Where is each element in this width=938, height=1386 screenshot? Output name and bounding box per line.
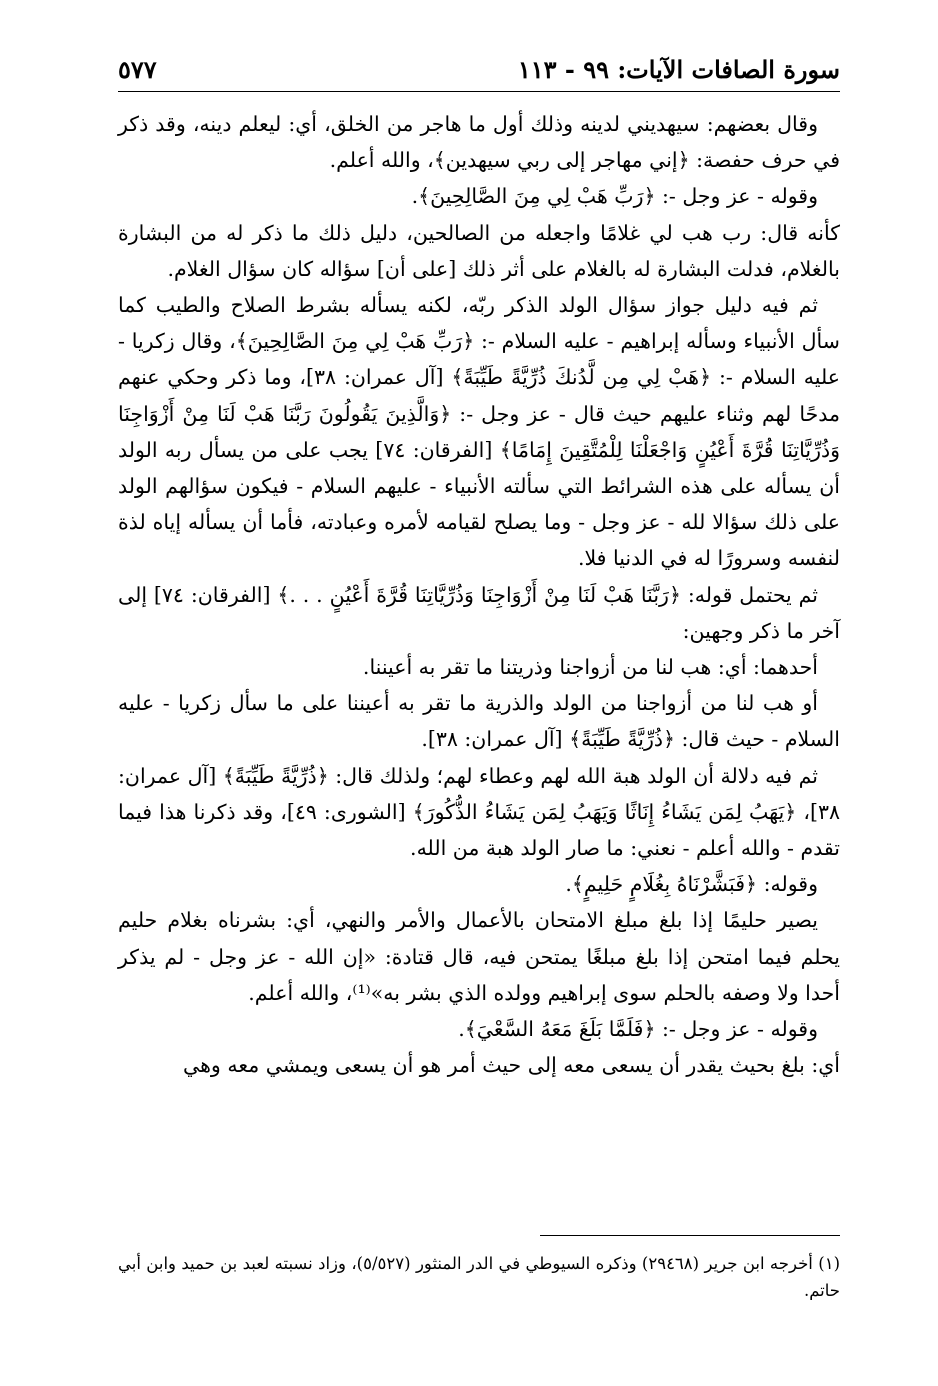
paragraph: وقوله - عز وجل -: ﴿رَبِّ هَبْ لِي مِنَ الصَّالِحِينَ﴾. <box>411 184 818 209</box>
paragraph: وقوله: ﴿فَبَشَّرْنَاهُ بِغُلَامٍ حَلِيمٍ﴾. <box>565 872 818 897</box>
paragraph: أحدهما: أي: هب لنا من أزواجنا وذريتنا ما تقر به أعيننا. <box>362 655 818 680</box>
paragraph: يصير حليمًا إذا بلغ مبلغ الامتحان بالأعمال والأمر والنهي، أي: بشرناه بغلام حليم يحلم فيما امتحن إذا بلغ مبلغًا يمتحن فيه، قال قتادة: «إن الله - عز وجل - لم يذكر أحدا ولا وصفه بالحلم سوى إبراهيم وولده الذي بشر به»⁽¹⁾، والله أعلم. <box>118 908 840 1005</box>
paragraph: وقال بعضهم: سيهديني لدينه وذلك أول ما هاجر من الخلق، أي: ليعلم دينه، وقد ذكر في حرف حفصة: ﴿إني مهاجر إلى ربي سيهدين﴾، والله أعلم. <box>118 112 840 173</box>
paragraph: ثم فيه دليل جواز سؤال الولد الذكر ربّه، لكنه يسأله بشرط الصلاح والطيب كما سأل الأنبياء وسأله إبراهيم - عليه السلام -: ﴿رَبِّ هَبْ لِي مِنَ الصَّالِحِينَ﴾، وقال زكريا - عليه السلام -: ﴿هَبْ لِي مِن لَّدُنكَ ذُرِّيَّةً طَيِّبَةً﴾ [آل عمران: ٣٨]، وما ذكر وحكي عنهم مدحًا لهم وثناء عليهم حيث قال - عز وجل -: ﴿وَالَّذِينَ يَقُولُونَ رَبَّنَا هَبْ لَنَا مِنْ أَزْوَاجِنَا وَذُرِّيَّاتِنَا قُرَّةَ أَعْيُنٍ وَاجْعَلْنَا لِلْمُتَّقِينَ إِمَامًا﴾ [الفرقان: ٧٤] يجب على من يسأل ربه الولد أن يسأله على هذه الشرائط التي سألته الأنبياء - عليهم السلام - فيكون سؤالهم الولد على ذلك سؤالا لله - عز وجل - وما يصلح لقيامه لأمره وعبادته، فأما أن يسأله إياه لذة لنفسه وسرورًا له في الدنيا فلا. <box>118 293 840 571</box>
book-page <box>118 52 840 1352</box>
footnote: (١) أخرجه ابن جرير (٢٩٤٦٨) وذكره السيوطي في الدر المنثور (٥/٥٢٧)، وزاد نسبته لعبد بن حميد وابن أبي حاتم. <box>118 1254 840 1300</box>
page-number: ٥٧٧ <box>118 55 157 84</box>
main-text <box>118 106 840 1083</box>
footnote-divider <box>540 1235 840 1236</box>
page-header <box>118 52 840 92</box>
paragraph: كأنه قال: رب هب لي غلامًا واجعله من الصالحين، دليل ذلك ما ذكر له من البشارة بالغلام، فدلت البشارة له بالغلام على أثر ذلك [على أن] سؤاله كان سؤال الغلام. <box>118 220 840 281</box>
paragraph: أو هب لنا من أزواجنا من الولد والذرية ما تقر به أعيننا على ما سأل زكريا - عليه السلام - حيث قال: ﴿ذُرِّيَّةً طَيِّبَةً﴾ [آل عمران: ٣٨]. <box>118 691 840 752</box>
paragraph: أي: بلغ بحيث يقدر أن يسعى معه إلى حيث أمر هو أن يسعى ويمشي معه وهي <box>183 1053 840 1078</box>
running-title: سورة الصافات الآيات: ٩٩ - ١١٣ <box>517 55 840 84</box>
paragraph: وقوله - عز وجل -: ﴿فَلَمَّا بَلَغَ مَعَهُ السَّعْيَ﴾. <box>458 1017 818 1042</box>
paragraph: ثم يحتمل قوله: ﴿رَبَّنَا هَبْ لَنَا مِنْ أَزْوَاجِنَا وَذُرِّيَّاتِنَا قُرَّةَ أَعْيُنٍ . . .﴾ [الفرقان: ٧٤] إلى آخر ما ذكر وجهين: <box>118 582 840 643</box>
paragraph: ثم فيه دلالة أن الولد هبة الله لهم وعطاء لهم؛ ولذلك قال: ﴿ذُرِّيَّةً طَيِّبَةً﴾ [آل عمران: ٣٨]، ﴿يَهَبُ لِمَن يَشَاءُ إِنَاثًا وَيَهَبُ لِمَن يَشَاءُ الذُّكُورَ﴾ [الشورى: ٤٩]، وقد ذكرنا هذا فيما تقدم - والله أعلم - نعني: ما صار الولد هبة من الله. <box>118 763 841 861</box>
